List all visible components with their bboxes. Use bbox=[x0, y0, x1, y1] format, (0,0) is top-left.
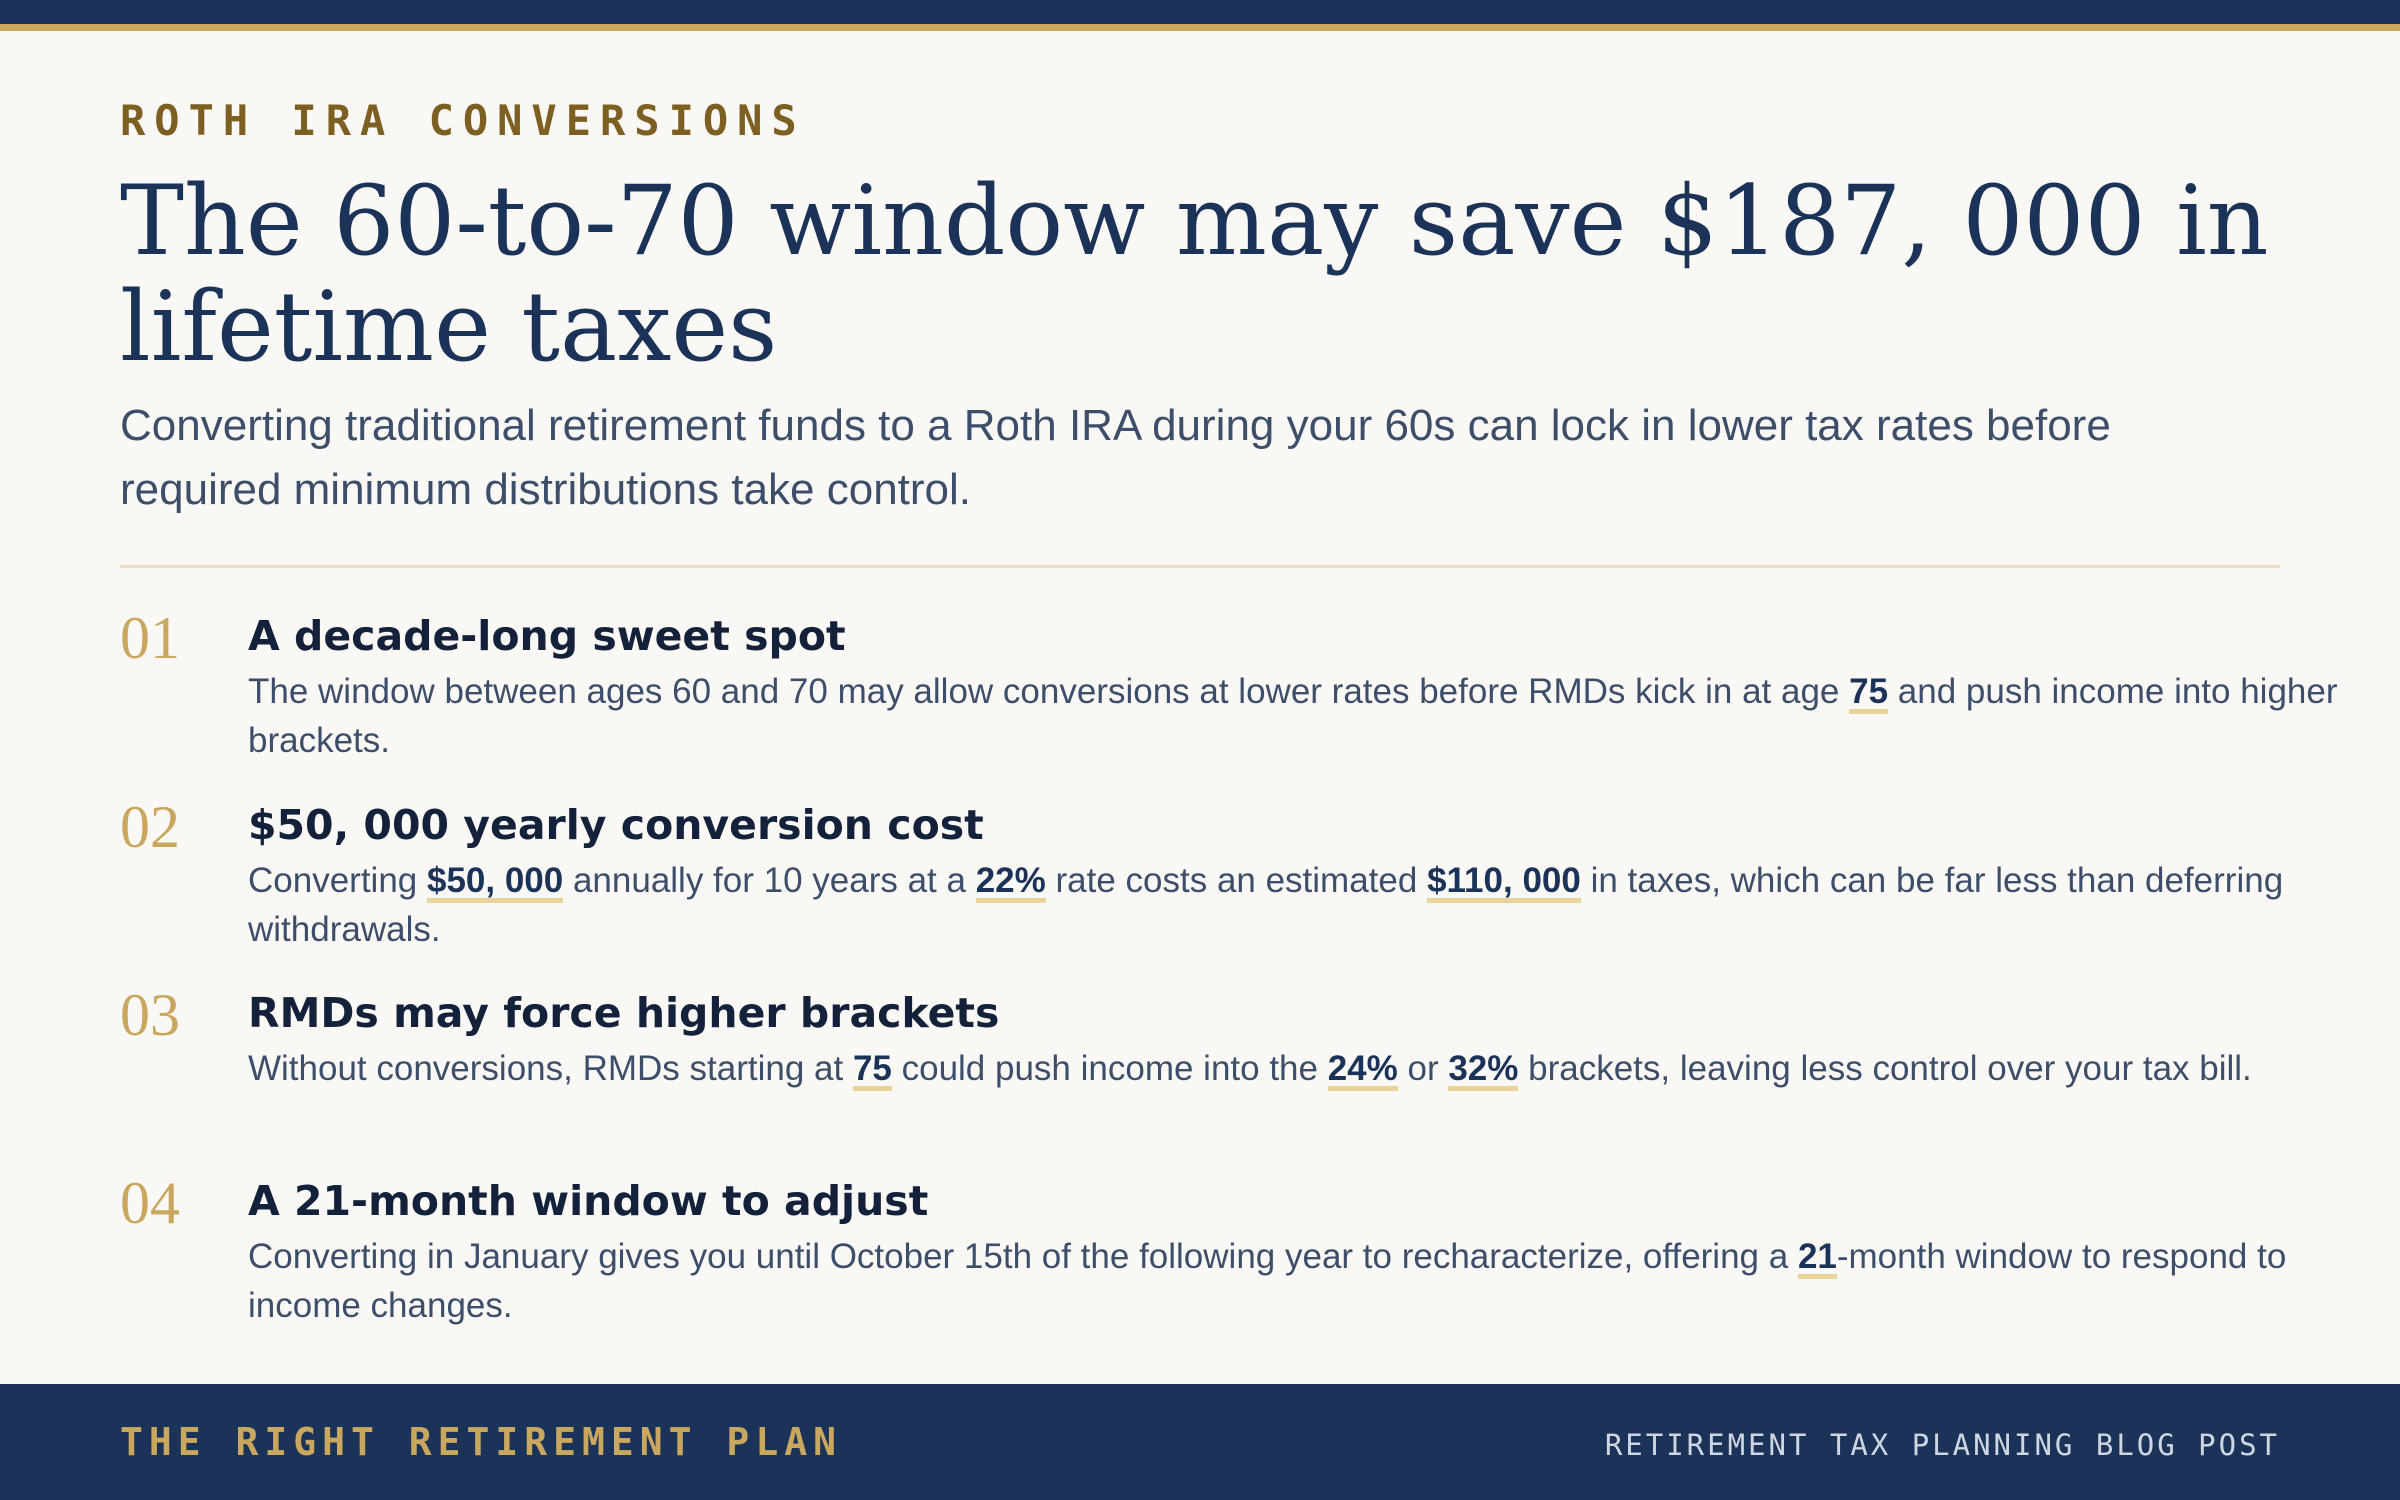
item-title: $50, 000 yearly conversion cost bbox=[248, 801, 984, 849]
page-subtitle: Converting traditional retirement funds to a Roth IRA during your 60s can lock in lower tax rates before required minimum distributions take control. bbox=[120, 401, 2111, 514]
body-text: could push income into the bbox=[891, 1049, 1328, 1088]
body-text: Converting in January gives you until October 15th of the following year to recharacterize, offering a bbox=[248, 1237, 1798, 1276]
body-text: rate costs an estimated bbox=[1045, 861, 1428, 900]
body-text: The window between ages 60 and 70 may allow conversions at lower rates before RMDs kick in at age bbox=[248, 672, 1850, 711]
item-body bbox=[248, 1044, 2398, 1093]
top-accent-bar bbox=[0, 0, 2400, 24]
footer-bar bbox=[0, 1384, 2400, 1500]
footer-tagline: RETIREMENT TAX PLANNING BLOG POST bbox=[1604, 1428, 2280, 1462]
item-number: 04 bbox=[120, 1170, 180, 1236]
highlighted-figure: 75 bbox=[853, 1049, 892, 1091]
highlighted-figure: 24% bbox=[1328, 1049, 1398, 1091]
body-text: Converting bbox=[248, 861, 427, 900]
item-body bbox=[248, 856, 2398, 954]
body-text: in taxes, which can be far less than deferring withdrawals. bbox=[248, 861, 2284, 949]
top-gold-rule bbox=[0, 24, 2400, 31]
highlighted-figure: 32% bbox=[1448, 1049, 1518, 1091]
item-body bbox=[248, 1232, 2398, 1330]
highlighted-figure: 75 bbox=[1849, 672, 1888, 714]
highlighted-figure: 21 bbox=[1798, 1237, 1837, 1279]
body-text: or bbox=[1397, 1049, 1449, 1088]
item-body bbox=[248, 667, 2398, 765]
highlighted-figure: $50, 000 bbox=[427, 861, 563, 903]
item-number: 02 bbox=[120, 794, 180, 860]
highlighted-figure: 22% bbox=[976, 861, 1046, 903]
page-title: The 60-to-70 window may save $187, 000 in lifetime taxes bbox=[120, 165, 2269, 383]
body-text: -month window to respond to income changes. bbox=[248, 1237, 2287, 1325]
section-divider bbox=[120, 565, 2280, 568]
body-text: brackets, leaving less control over your tax bill. bbox=[1518, 1049, 2252, 1088]
item-number: 01 bbox=[120, 605, 180, 671]
body-text: annually for 10 years at a bbox=[563, 861, 976, 900]
eyebrow-label: ROTH IRA CONVERSIONS bbox=[120, 96, 806, 145]
item-title: A 21-month window to adjust bbox=[248, 1177, 929, 1225]
highlighted-figure: $110, 000 bbox=[1427, 861, 1581, 903]
item-title: RMDs may force higher brackets bbox=[248, 989, 1000, 1037]
item-title: A decade-long sweet spot bbox=[248, 612, 846, 660]
body-text: Without conversions, RMDs starting at bbox=[248, 1049, 853, 1088]
footer-brand: THE RIGHT RETIREMENT PLAN bbox=[120, 1420, 842, 1464]
body-text: and push income into higher brackets. bbox=[248, 672, 2338, 760]
item-number: 03 bbox=[120, 982, 180, 1048]
